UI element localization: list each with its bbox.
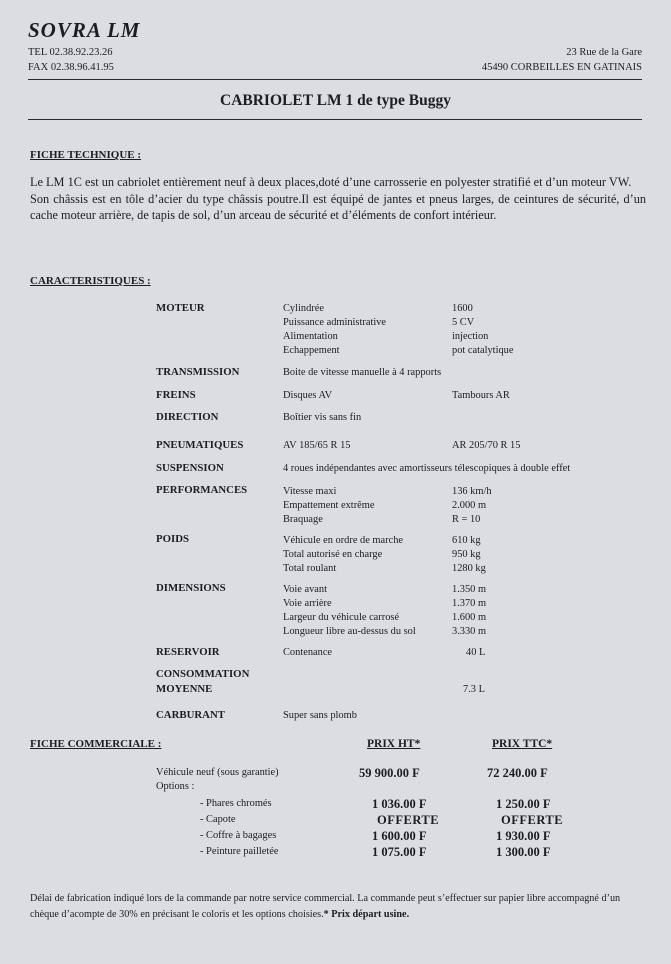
prix-ttc-header: PRIX TTC* [492,738,553,750]
reservoir-value: 40 L [466,647,486,658]
poids-label: POIDS [156,533,189,545]
spec-item: Longueur libre au-dessus du sol [283,626,416,637]
footer-bold-note: * Prix départ usine. [323,909,410,920]
spec-value: 1600 [452,303,473,314]
dimensions-label: DIMENSIONS [156,582,226,594]
pneumatiques-label: PNEUMATIQUES [156,439,244,451]
document-title: CABRIOLET LM 1 de type Buggy [220,92,451,109]
performances-label: PERFORMANCES [156,484,248,496]
fax-number: FAX 02.38.96.41.95 [28,62,114,73]
footer-text: Délai de fabrication indiqué lors de la commande par notre service commercial. La commande peut s’effectuer sur papier libre accompagné d’un chèque d’acompte de 30% en précisant le coloris et les options choisies. [30,893,621,920]
option-name: - Phares chromés [200,798,272,809]
moteur-values [452,302,513,358]
brand-name: SOVRA LM [28,18,141,42]
poids-values [452,534,486,576]
spec-item: Voie arrière [283,598,332,609]
direction-label: DIRECTION [156,411,219,423]
moteur-items [283,302,386,358]
vehicule-label: Véhicule neuf (sous garantie) [156,767,279,778]
spec-item: Vitesse maxi [283,486,337,497]
intro-text [30,174,646,224]
transmission-label: TRANSMISSION [156,366,240,378]
carburant-label: CARBURANT [156,709,225,721]
spec-value: 1280 kg [452,563,486,574]
option-prix-ttc: 1 250.00 F [496,797,551,811]
caracteristiques-heading: CARACTERISTIQUES : [30,275,151,287]
option-prix-ht: 1 036.00 F [372,797,427,811]
spec-value: 1.600 m [452,612,487,623]
spec-value: pot catalytique [452,345,514,356]
reservoir-item: Contenance [283,647,333,658]
spec-value: 950 kg [452,549,481,560]
header-divider-bottom [28,119,642,120]
suspension-value: 4 roues indépendantes avec amortisseurs télescopiques à double effet [283,463,571,474]
pneumatiques-ar: AR 205/70 R 15 [452,440,521,451]
option-prix-ht: 1 600.00 F [372,829,427,843]
spec-item: Alimentation [283,331,338,342]
consommation-label: CONSOMMATION [156,668,250,680]
header-divider-top [28,79,642,80]
performances-values [452,485,492,527]
vehicule-prix-ttc: 72 240.00 F [487,766,548,780]
spec-value: 2.000 m [452,500,487,511]
spec-item: Véhicule en ordre de marche [283,535,404,546]
freins-ar: Tambours AR [452,390,510,401]
options-label: Options : [156,781,195,792]
spec-item: Total roulant [283,563,337,574]
spec-value: 610 kg [452,535,481,546]
spec-value: R = 10 [452,514,481,525]
spec-value: 5 CV [452,317,475,328]
option-prix-ht: OFFERTE [377,813,440,827]
suspension-label: SUSPENSION [156,462,224,474]
spec-value: 3.330 m [452,626,487,637]
spec-value: 136 km/h [452,486,492,497]
spec-item: Puissance administrative [283,317,387,328]
reservoir-label: RESERVOIR [156,646,220,658]
fiche-technique-heading: FICHE TECHNIQUE : [30,149,142,161]
option-prix-ttc: 1 930.00 F [496,829,551,843]
vehicule-prix-ht: 59 900.00 F [359,766,420,780]
dimensions-items [283,583,416,639]
performances-items [283,485,374,527]
option-name: - Peinture pailletée [200,846,279,857]
spec-item: Empattement extrême [283,500,375,511]
freins-label: FREINS [156,389,196,401]
intro-paragraph-2: Son châssis est en tôle d’acier du type châssis poutre.Il est équipé de jantes et pneus larges, de ceintures de sécurité, d’un cache moteur arrière, de tapis de sol, d’un arceau de sécurité et d’éléments de confort intérieur. [30,191,646,222]
freins-av: Disques AV [283,390,333,401]
spec-item: Largeur du véhicule carrosé [283,612,400,623]
spec-item: Echappement [283,345,340,356]
transmission-value: Boite de vitesse manuelle à 4 rapports [283,367,442,378]
consommation-value: 7.3 L [463,684,485,695]
spec-item: Voie avant [283,584,327,595]
spec-item: Cylindrée [283,303,324,314]
address-line-2: 45490 CORBEILLES EN GATINAIS [481,62,642,73]
option-prix-ttc: 1 300.00 F [496,845,551,859]
footer-note [30,891,640,923]
option-name: - Capote [200,814,236,825]
dimensions-values [452,583,486,639]
phone-number: TEL 02.38.92.23.26 [28,47,113,58]
spec-value: 1.370 m [452,598,487,609]
option-prix-ht: 1 075.00 F [372,845,427,859]
moteur-label: MOTEUR [156,302,205,314]
option-name: - Coffre à bagages [200,830,277,841]
option-prix-ttc: OFFERTE [501,813,564,827]
spec-value: 1.350 m [452,584,487,595]
prix-ht-header: PRIX HT* [367,738,421,750]
fiche-commerciale-heading: FICHE COMMERCIALE : [30,738,162,750]
spec-item: Total autorisé en charge [283,549,383,560]
address-line-1: 23 Rue de la Gare [566,47,642,58]
spec-item: Braquage [283,514,323,525]
spec-value: injection [452,331,489,342]
consommation-label-2: MOYENNE [156,683,213,695]
poids-items [283,534,403,576]
pneumatiques-av: AV 185/65 R 15 [283,440,351,451]
carburant-value: Super sans plomb [283,710,357,721]
intro-paragraph-1: Le LM 1C est un cabriolet entièrement neuf à deux places,doté d’une carrosserie en polyester stratifié et d’un moteur VW. [30,175,632,189]
direction-value: Boîtier vis sans fin [283,412,362,423]
